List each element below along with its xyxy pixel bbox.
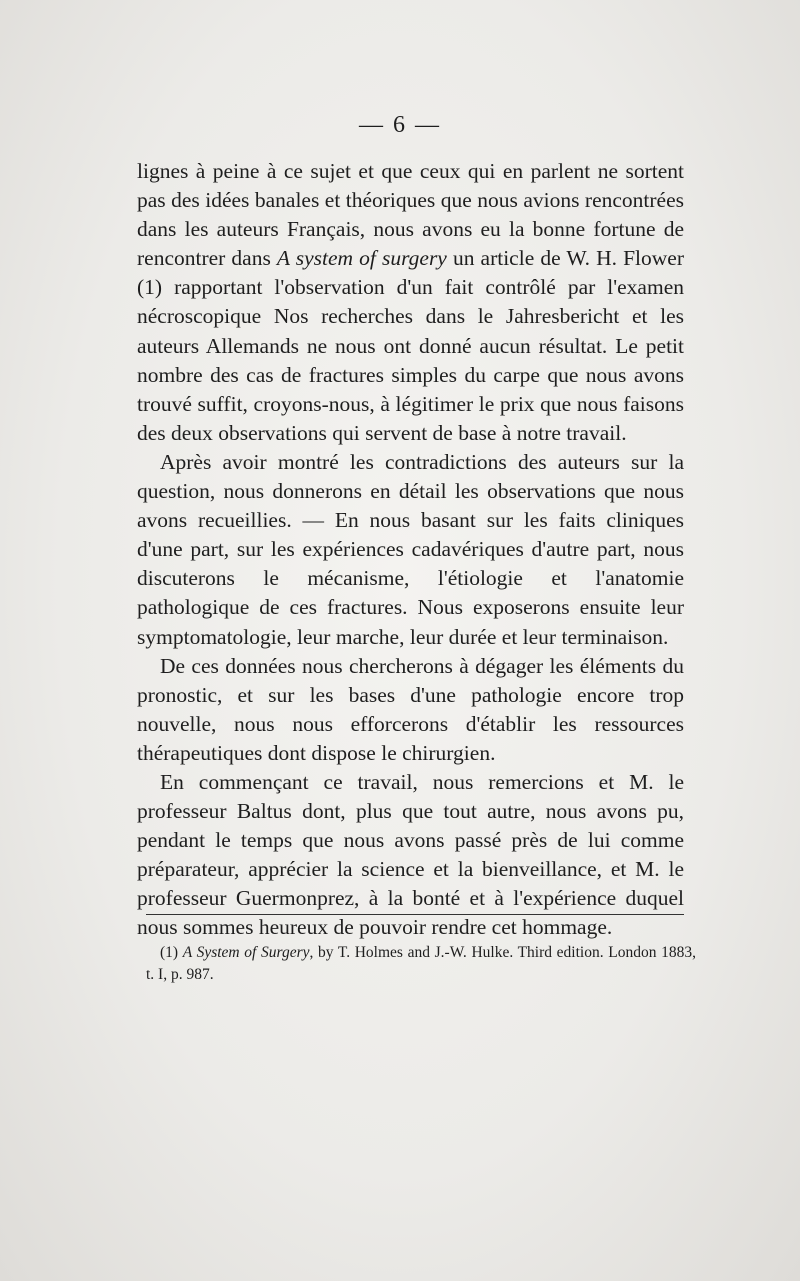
paragraph-1-text-end: un article de W. H. Flower (1) rapportant l'observation d'un fait contrôlé par l'examen nécroscopique Nos recherches dans le Jahresbericht et les auteurs Allemands ne nous ont donné aucun résultat. Le petit nombre des cas de fractures simples du carpe que nous avons trouvé suffit, croyons-nous, à légitimer le prix que nous faisons des deux observations qui servent de base à notre travail.: [137, 246, 684, 445]
footnote: [146, 942, 696, 986]
paragraph-1-text-start: lignes à peine à ce sujet et que ceux qui en parlent ne sortent pas des idées banales et théoriques que nous avions rencontrées dans les auteurs Français, nous avons eu la bonne fortune de rencontrer dans: [137, 159, 684, 271]
book-title-italic: A system of surgery: [276, 246, 447, 271]
page-number: — 6 —: [359, 112, 441, 138]
paragraph-4: En commençant ce travail, nous remercions et M. le professeur Baltus dont, plus que tout autre, nous avons pu, pendant le temps que nous avons passé près de lui comme préparateur, apprécier la science et la bienveillance, et M. le professeur Guermonprez, à la bonté et à l'expérience duquel nous sommes heureux de pouvoir rendre cet hommage.: [137, 769, 684, 940]
footnote-book-title: A System of Surgery: [182, 944, 310, 961]
paragraph-1: [137, 157, 684, 448]
paragraph-2: Après avoir montré les contradictions des auteurs sur la question, nous donnerons en détail les observations que nous avons recueillies. — En nous basant sur les faits cliniques d'une part, sur les expériences cadavériques d'autre part, nous discuterons le mécanisme, l'étiologie et l'anatomie pathologique de ces fractures. Nous exposerons ensuite leur symptomatologie, leur marche, leur durée et leur terminaison.: [137, 449, 684, 649]
footnote-divider: [146, 914, 684, 915]
footnote-text: , by T. Holmes and J.-W. Hulke. Third edition. London 1883, t. I, p. 987.: [146, 944, 696, 983]
footnote-1: [146, 942, 696, 986]
footnote-marker: (1): [160, 944, 183, 961]
paragraph-3: De ces données nous chercherons à dégager les éléments du pronostic, et sur les bases d'une pathologie encore trop nouvelle, nous nous efforcerons d'établir les ressources thérapeutiques dont dispose le chirurgien.: [137, 653, 684, 765]
body-text: [137, 157, 684, 943]
